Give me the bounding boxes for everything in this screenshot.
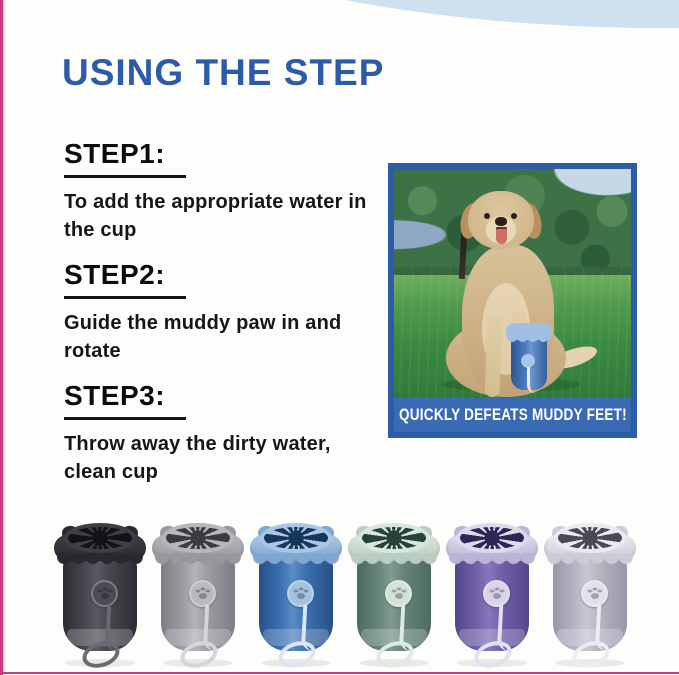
top-right-arc-decoration — [43, 0, 679, 28]
step-item-1 — [64, 138, 386, 245]
photo-caption-text: QUICKLY DEFEATS MUDDY FEET! — [398, 405, 627, 424]
cup-blue — [250, 521, 342, 653]
paw-badge-icon — [581, 580, 608, 607]
step2-underline — [64, 296, 186, 299]
cup-purple — [446, 521, 538, 653]
step1-text: To add the appropriate water in the cup — [64, 191, 367, 242]
paw-badge-icon — [483, 580, 510, 607]
photo-scene — [394, 169, 631, 432]
step1-label: STEP1: — [64, 138, 166, 169]
dog-tongue — [496, 229, 507, 244]
dog-front-leg-left — [485, 313, 503, 397]
step3-text: Throw away the dirty water, clean cup — [64, 432, 331, 483]
demo-cup-cord — [527, 367, 538, 393]
cup-sage-green — [348, 521, 440, 653]
step2-label: STEP2: — [64, 258, 166, 290]
step-item-3 — [64, 380, 386, 487]
step3-label: STEP3: — [64, 379, 166, 411]
cup-bristle-top — [456, 523, 528, 553]
cup-gray — [152, 521, 244, 653]
dog-eye-left — [484, 213, 490, 219]
cup-bristle-top — [260, 523, 332, 553]
step-item-2 — [64, 259, 386, 366]
dog-nose — [495, 217, 507, 226]
dog-eye-right — [511, 213, 517, 219]
paw-badge-icon — [91, 580, 118, 607]
step1-underline — [64, 175, 186, 178]
bottom-accent-stripe — [0, 672, 679, 675]
demo-cup-rim — [506, 323, 552, 340]
left-accent-stripe — [0, 0, 3, 675]
cup-charcoal-black — [54, 521, 146, 653]
product-photo — [388, 163, 637, 438]
photo-caption-band — [394, 398, 631, 432]
paw-badge-icon — [385, 580, 412, 607]
demo-cup-paw-badge-icon — [521, 354, 535, 368]
cup-lavender-gray — [544, 521, 636, 653]
page-title: USING THE STEP — [62, 52, 385, 93]
steps-list — [64, 138, 386, 500]
cup-bristle-top — [554, 523, 626, 553]
cup-bristle-top — [64, 523, 136, 553]
product-color-row — [54, 521, 636, 653]
step3-underline — [64, 417, 186, 420]
dog-head — [468, 191, 534, 249]
cup-bristle-top — [358, 523, 430, 553]
paw-badge-icon — [189, 580, 216, 607]
paw-badge-icon — [287, 580, 314, 607]
step2-text: Guide the muddy paw in and rotate — [64, 311, 342, 363]
demo-paw-cleaner-cup — [506, 323, 552, 395]
cup-bristle-top — [162, 523, 234, 553]
